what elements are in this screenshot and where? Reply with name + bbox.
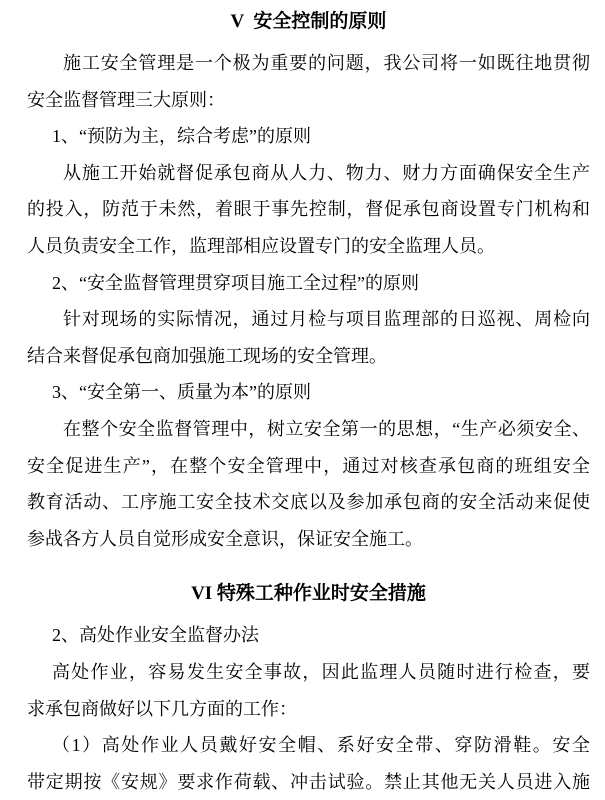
section-heading-vi: VI 特殊工种作业时安全措施 <box>191 583 426 605</box>
text-line: 针对现场的实际情况，通过月检与项目监理部的日巡视、周检向 <box>63 309 590 330</box>
text-line: 教育活动、工序施工安全技术交底以及参加承包商的安全活动来促使 <box>27 492 590 513</box>
text-line: 的投入，防范于未然，着眼于事先控制，督促承包商设置专门机构和 <box>27 199 590 220</box>
text-line: 施工安全管理是一个极为重要的问题，我公司将一如既往地贯彻 <box>63 53 590 73</box>
text-line: 安全监督管理三大原则： <box>27 89 225 110</box>
text-line: 从施工开始就督促承包商从人力、物力、财力方面确保安全生产 <box>63 162 590 183</box>
list-item-2-highwork: 2、高处作业安全监督办法 <box>52 625 259 646</box>
list-item-paren-1: （1）高处作业人员戴好安全帽、系好安全带、穿防滑鞋。安全 <box>52 735 590 756</box>
list-item-3: 3、“安全第一、质量为本”的原则 <box>52 382 311 403</box>
text-line: 带定期按《安规》要求作荷载、冲击试验。禁止其他无关人员进入施 <box>27 771 590 792</box>
text-line: 人员负责安全工作，监理部相应设置专门的安全监理人员。 <box>27 235 495 256</box>
list-item-2: 2、“安全监督管理贯穿项目施工全过程”的原则 <box>52 272 419 293</box>
text-line: 结合来督促承包商加强施工现场的安全管理。 <box>27 345 387 366</box>
section-heading-v: V 安全控制的原则 <box>230 11 387 32</box>
text-line: 在整个安全监督管理中，树立安全第一的思想，“生产必须安全、 <box>63 418 590 439</box>
text-line: 安全促进生产”，在整个安全管理中，通过对核查承包商的班组安全 <box>27 455 590 476</box>
text-line: 求承包商做好以下几方面的工作： <box>27 698 297 719</box>
text-line: 参战各方人员自觉形成安全意识，保证安全施工。 <box>27 528 423 549</box>
text-line: 高处作业，容易发生安全事故，因此监理人员随时进行检查，要 <box>52 661 590 682</box>
list-item-1: 1、“预防为主，综合考虑”的原则 <box>52 126 311 147</box>
